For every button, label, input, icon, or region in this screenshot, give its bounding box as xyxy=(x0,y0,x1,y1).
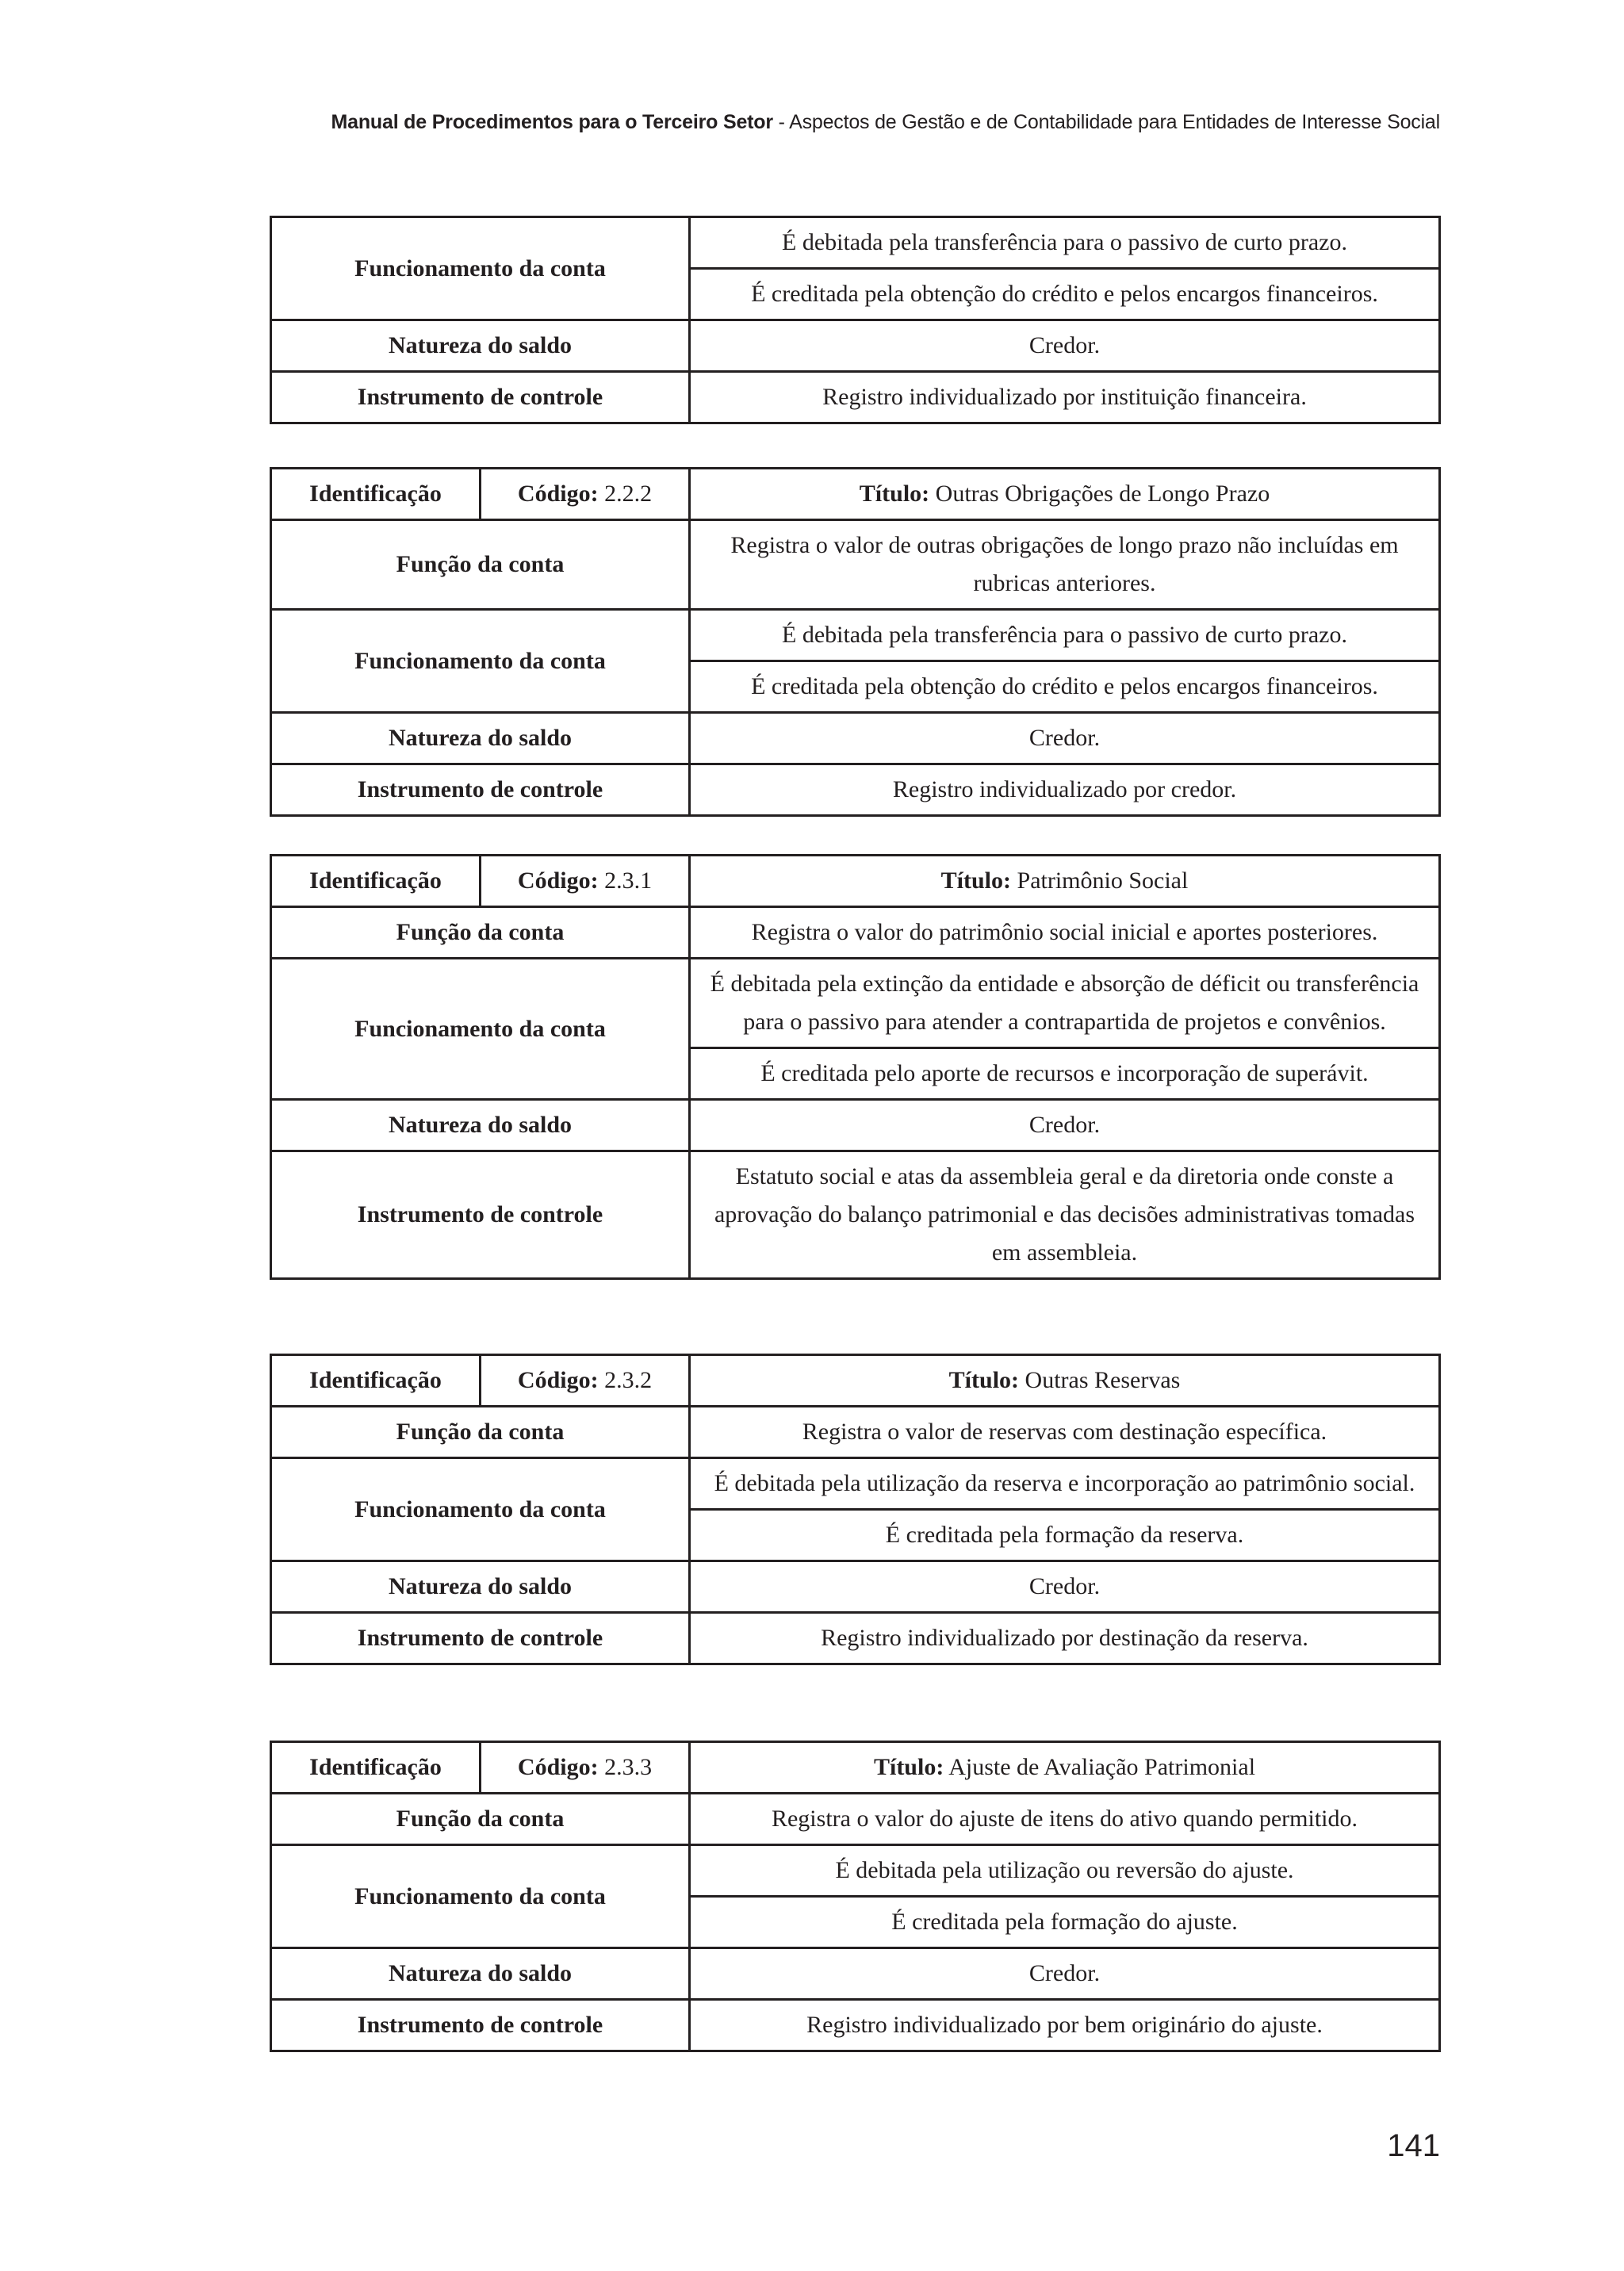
table-row xyxy=(271,2000,1440,2051)
funcao-value: Registra o valor de reservas com destinação específica. xyxy=(690,1407,1440,1458)
table-row xyxy=(271,1948,1440,2000)
identificacao-label: Identificação xyxy=(271,1355,481,1407)
titulo-cell xyxy=(690,856,1440,907)
funcionamento-label: Funcionamento da conta xyxy=(271,1458,690,1561)
natureza-value: Credor. xyxy=(690,713,1440,764)
titulo-value: Patrimônio Social xyxy=(1017,867,1189,894)
natureza-label: Natureza do saldo xyxy=(271,320,690,372)
titulo-value: Ajuste de Avaliação Patrimonial xyxy=(948,1754,1256,1780)
funcao-value: Registra o valor de outras obrigações de longo prazo não incluídas em rubricas anteriores. xyxy=(690,520,1440,610)
table-row xyxy=(271,520,1440,610)
account-table-2-3-2 xyxy=(270,1354,1441,1665)
codigo-value: 2.3.2 xyxy=(604,1367,653,1393)
table-row xyxy=(271,320,1440,372)
table-row xyxy=(271,856,1440,907)
table-row xyxy=(271,372,1440,423)
table-row xyxy=(271,1100,1440,1151)
instrumento-value: Registro individualizado por destinação da reserva. xyxy=(690,1613,1440,1664)
funcao-label: Função da conta xyxy=(271,907,690,959)
natureza-label: Natureza do saldo xyxy=(271,1561,690,1613)
titulo-label: Título: xyxy=(873,1754,944,1780)
funcao-value: Registra o valor do patrimônio social inicial e aportes posteriores. xyxy=(690,907,1440,959)
funcionamento-debit-cell: É debitada pela transferência para o passivo de curto prazo. xyxy=(690,217,1440,269)
identificacao-label: Identificação xyxy=(271,1742,481,1794)
funcionamento-label: Funcionamento da conta xyxy=(271,610,690,713)
natureza-label: Natureza do saldo xyxy=(271,713,690,764)
identificacao-label: Identificação xyxy=(271,856,481,907)
funcionamento-label: Funcionamento da conta xyxy=(271,217,690,320)
titulo-label: Título: xyxy=(940,867,1012,894)
codigo-cell xyxy=(481,1355,690,1407)
codigo-label: Código: xyxy=(517,1367,599,1393)
table-row xyxy=(271,1355,1440,1407)
table-row xyxy=(271,764,1440,816)
instrumento-label: Instrumento de controle xyxy=(271,764,690,816)
funcionamento-credit-cell: É creditada pela formação do ajuste. xyxy=(690,1897,1440,1948)
funcionamento-credit-cell: É creditada pela formação da reserva. xyxy=(690,1510,1440,1561)
funcionamento-label: Funcionamento da conta xyxy=(271,959,690,1100)
codigo-value: 2.3.1 xyxy=(604,867,653,894)
instrumento-value: Estatuto social e atas da assembleia geral e da diretoria onde conste a aprovação do balanço patrimonial e das decisões administrativas tomadas em assembleia. xyxy=(690,1151,1440,1279)
instrumento-label: Instrumento de controle xyxy=(271,1151,690,1279)
table-row xyxy=(271,469,1440,520)
table-row xyxy=(271,959,1440,1048)
titulo-value: Outras Reservas xyxy=(1025,1367,1181,1393)
funcionamento-debit-cell: É debitada pela utilização da reserva e incorporação ao patrimônio social. xyxy=(690,1458,1440,1510)
table-row xyxy=(271,1458,1440,1510)
account-table-2-3-1 xyxy=(270,854,1441,1280)
titulo-label: Título: xyxy=(948,1367,1020,1393)
table-row xyxy=(271,1613,1440,1664)
running-header xyxy=(331,111,1440,134)
natureza-value: Credor. xyxy=(690,1948,1440,2000)
titulo-label: Título: xyxy=(859,481,930,507)
table-row xyxy=(271,1794,1440,1845)
funcionamento-debit-cell: É debitada pela transferência para o passivo de curto prazo. xyxy=(690,610,1440,661)
funcionamento-credit-cell: É creditada pela obtenção do crédito e pelos encargos financeiros. xyxy=(690,269,1440,320)
identificacao-label: Identificação xyxy=(271,469,481,520)
codigo-cell xyxy=(481,1742,690,1794)
account-table-continued xyxy=(270,216,1441,424)
table-row xyxy=(271,217,1440,269)
funcionamento-debit-cell: É debitada pela utilização ou reversão do ajuste. xyxy=(690,1845,1440,1897)
titulo-value: Outras Obrigações de Longo Prazo xyxy=(935,481,1270,507)
header-subtitle: Aspectos de Gestão e de Contabilidade para Entidades de Interesse Social xyxy=(789,111,1440,133)
instrumento-value: Registro individualizado por bem originário do ajuste. xyxy=(690,2000,1440,2051)
table-row xyxy=(271,1151,1440,1279)
table-row xyxy=(271,1742,1440,1794)
funcao-label: Função da conta xyxy=(271,520,690,610)
header-separator: - xyxy=(772,111,790,133)
table-row xyxy=(271,1561,1440,1613)
instrumento-value: Registro individualizado por credor. xyxy=(690,764,1440,816)
instrumento-label: Instrumento de controle xyxy=(271,1613,690,1664)
funcionamento-label: Funcionamento da conta xyxy=(271,1845,690,1948)
funcao-label: Função da conta xyxy=(271,1407,690,1458)
header-title: Manual de Procedimentos para o Terceiro Setor xyxy=(331,111,773,133)
funcao-value: Registra o valor do ajuste de itens do ativo quando permitido. xyxy=(690,1794,1440,1845)
instrumento-label: Instrumento de controle xyxy=(271,372,690,423)
titulo-cell xyxy=(690,469,1440,520)
instrumento-label: Instrumento de controle xyxy=(271,2000,690,2051)
natureza-value: Credor. xyxy=(690,1100,1440,1151)
table-row xyxy=(271,713,1440,764)
page-number: 141 xyxy=(1387,2128,1440,2163)
natureza-value: Credor. xyxy=(690,1561,1440,1613)
codigo-label: Código: xyxy=(517,867,599,894)
table-row xyxy=(271,610,1440,661)
funcionamento-debit-cell: É debitada pela extinção da entidade e absorção de déficit ou transferência para o passivo para atender a contrapartida de projetos e convênios. xyxy=(690,959,1440,1048)
natureza-label: Natureza do saldo xyxy=(271,1948,690,2000)
table-row xyxy=(271,1407,1440,1458)
titulo-cell xyxy=(690,1355,1440,1407)
table-row xyxy=(271,1845,1440,1897)
codigo-value: 2.2.2 xyxy=(604,481,653,507)
titulo-cell xyxy=(690,1742,1440,1794)
funcao-label: Função da conta xyxy=(271,1794,690,1845)
natureza-value: Credor. xyxy=(690,320,1440,372)
funcionamento-credit-cell: É creditada pela obtenção do crédito e pelos encargos financeiros. xyxy=(690,661,1440,713)
table-row xyxy=(271,907,1440,959)
account-table-2-2-2 xyxy=(270,467,1441,817)
codigo-label: Código: xyxy=(517,481,599,507)
natureza-label: Natureza do saldo xyxy=(271,1100,690,1151)
codigo-cell xyxy=(481,856,690,907)
codigo-value: 2.3.3 xyxy=(604,1754,653,1780)
codigo-label: Código: xyxy=(517,1754,599,1780)
codigo-cell xyxy=(481,469,690,520)
funcionamento-credit-cell: É creditada pelo aporte de recursos e incorporação de superávit. xyxy=(690,1048,1440,1100)
instrumento-value: Registro individualizado por instituição financeira. xyxy=(690,372,1440,423)
account-table-2-3-3 xyxy=(270,1741,1441,2052)
